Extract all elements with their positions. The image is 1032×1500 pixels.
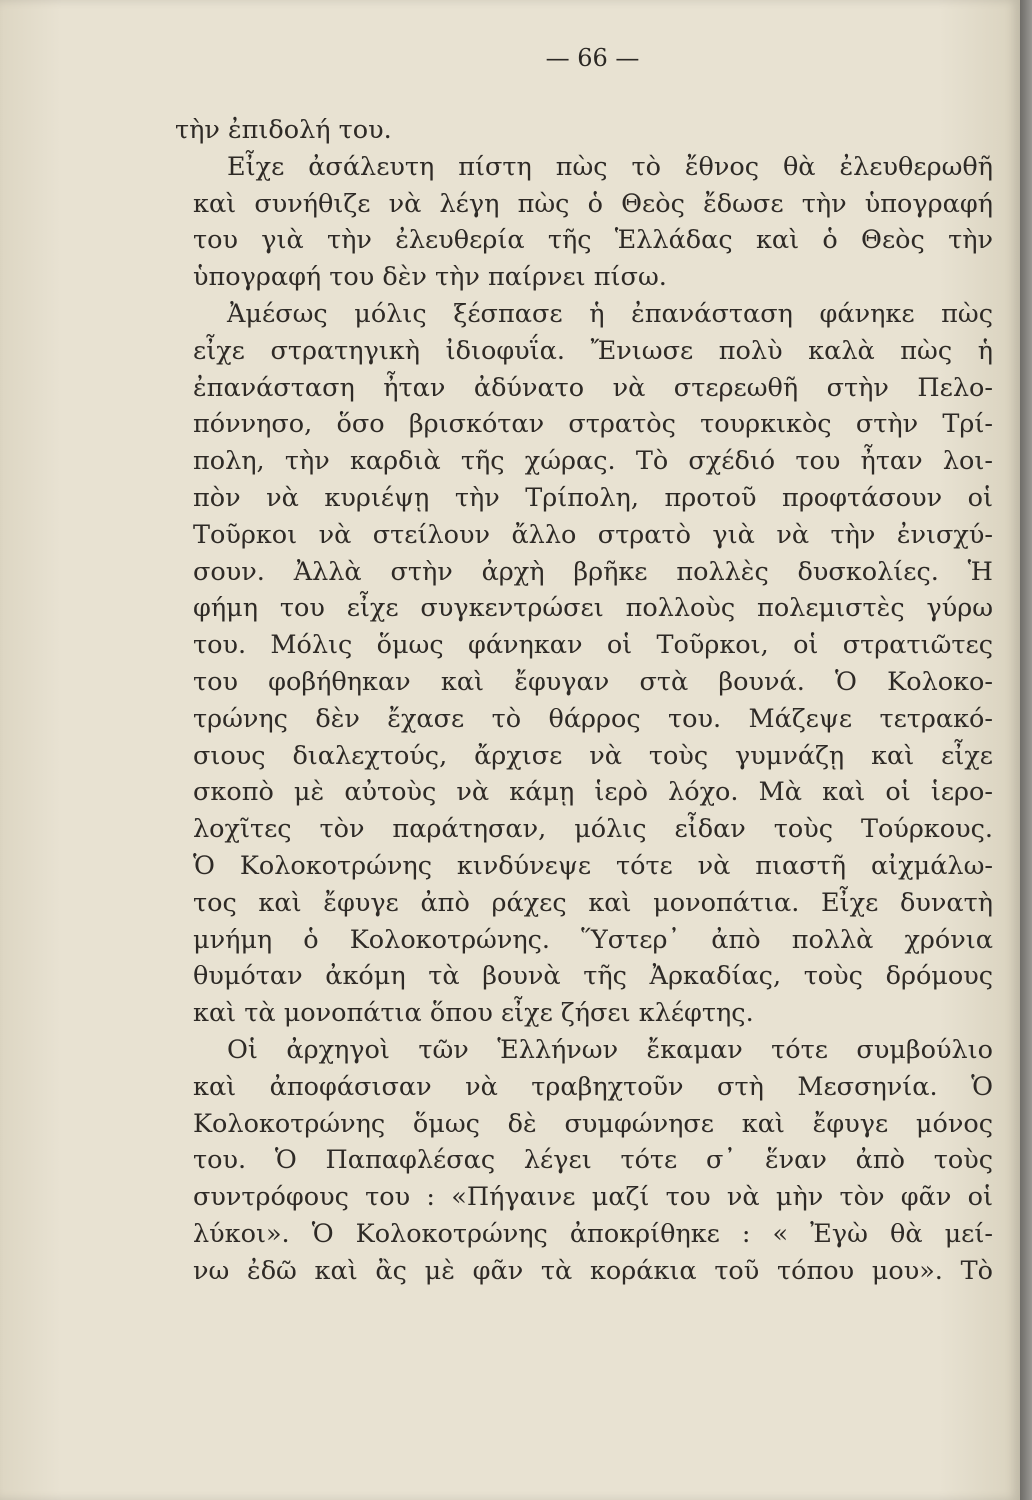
text-line-27: καὶ ἀποφάσισαν νὰ τραβηχτοῦν στὴ Μεσσηνία. Ὁ: [193, 1071, 993, 1102]
text-line-14: φήμη του εἶχε συγκεντρώσει πολλοὺς πολεμιστὲς γύρω: [193, 593, 993, 624]
text-line-22: τος καὶ ἔφυγε ἀπὸ ράχες καὶ μονοπάτια. Εἶχε δυνατὴ: [193, 887, 993, 918]
text-line-24: θυμόταν ἀκόμη τὰ βουνὰ τῆς Ἀρκαδίας, τοὺς δρόμους: [193, 961, 993, 992]
text-line-21: Ὁ Κολοκοτρώνης κινδύνεψε τότε νὰ πιαστῆ αἰχμάλω-: [193, 850, 993, 881]
page-number: — 66 —: [545, 44, 640, 72]
body-text: [175, 112, 993, 1290]
text-line-32: νω ἐδῶ καὶ ἂς μὲ φᾶν τὰ κοράκια τοῦ τόπου μου». Τὸ: [193, 1255, 993, 1286]
text-line-8: ἐπανάσταση ἦταν ἀδύνατο νὰ στερεωθῆ στὴν Πελο-: [193, 372, 993, 403]
text-line-28: Κολοκοτρώνης ὅμως δὲ συμφώνησε καὶ ἔφυγε μόνος: [193, 1108, 993, 1139]
text-line-1: τὴν ἐπιδολή του.: [175, 115, 392, 145]
text-line-13: σουν. Ἀλλὰ στὴν ἀρχὴ βρῆκε πολλὲς δυσκολίες. Ἡ: [193, 556, 993, 587]
text-line-29: του. Ὁ Παπαφλέσας λέγει τότε σ᾽ ἕναν ἀπὸ τοὺς: [193, 1145, 993, 1176]
text-line-19: σκοπὸ μὲ αὐτοὺς νὰ κάμῃ ἱερὸ λόχο. Μὰ καὶ οἱ ἱερο-: [193, 777, 993, 808]
page-edge-shadow: [1020, 0, 1032, 1500]
text-line-7: εἶχε στρατηγικὴ ἰδιοφυΐα. Ἔνιωσε πολὺ καλὰ πὼς ἡ: [193, 335, 993, 366]
text-line-3: καὶ συνήθιζε νὰ λέγη πὼς ὁ Θεὸς ἔδωσε τὴν ὑπογραφή: [193, 188, 993, 219]
text-line-25: καὶ τὰ μονοπάτια ὅπου εἶχε ζήσει κλέφτης.: [193, 998, 754, 1029]
text-line-11: πὸν νὰ κυριέψῃ τὴν Τρίπολη, προτοῦ προφτάσουν οἱ: [193, 482, 993, 513]
text-line-18: σιους διαλεχτούς, ἄρχισε νὰ τοὺς γυμνάζῃ καὶ εἶχε: [193, 740, 993, 771]
text-line-2: Εἶχε ἀσάλευτη πίστη πὼς τὸ ἔθνος θὰ ἐλευθερωθῆ: [227, 151, 993, 182]
text-line-9: πόννησο, ὅσο βρισκόταν στρατὸς τουρκικὸς στὴν Τρί-: [193, 409, 993, 440]
text-line-26: Οἱ ἀρχηγοὶ τῶν Ἑλλήνων ἔκαμαν τότε συμβούλιο: [227, 1034, 993, 1065]
text-line-4: του γιὰ τὴν ἐλευθερία τῆς Ἑλλάδας καὶ ὁ Θεὸς τὴν: [193, 225, 993, 256]
text-line-10: πολη, τὴν καρδιὰ τῆς χώρας. Τὸ σχέδιό του ἦταν λοι-: [193, 446, 993, 477]
text-line-23: μνήμη ὁ Κολοκοτρώνης. Ὕστερ᾽ ἀπὸ πολλὰ χρόνια: [193, 924, 993, 955]
text-line-20: λοχῖτες τὸν παράτησαν, μόλις εἶδαν τοὺς Τούρκους.: [193, 814, 993, 845]
text-line-16: του φοβήθηκαν καὶ ἔφυγαν στὰ βουνά. Ὁ Κολοκο-: [193, 666, 993, 697]
text-line-30: συντρόφους του : «Πήγαινε μαζί του νὰ μὴν τὸν φᾶν οἱ: [193, 1182, 993, 1213]
text-line-5: ὑπογραφή του δὲν τὴν παίρνει πίσω.: [193, 262, 667, 293]
text-line-12: Τοῦρκοι νὰ στείλουν ἄλλο στρατὸ γιὰ νὰ τὴν ἐνισχύ-: [193, 519, 993, 550]
text-line-6: Ἀμέσως μόλις ξέσπασε ἡ ἐπανάσταση φάνηκε πὼς: [227, 298, 993, 329]
text-line-31: λύκοι». Ὁ Κολοκοτρώνης ἀποκρίθηκε : « Ἐγὼ θὰ μεί-: [193, 1218, 993, 1249]
text-line-17: τρώνης δὲν ἔχασε τὸ θάρρος του. Μάζεψε τετρακό-: [193, 703, 993, 734]
text-line-15: του. Μόλις ὅμως φάνηκαν οἱ Τοῦρκοι, οἱ στρατιῶτες: [193, 630, 993, 661]
